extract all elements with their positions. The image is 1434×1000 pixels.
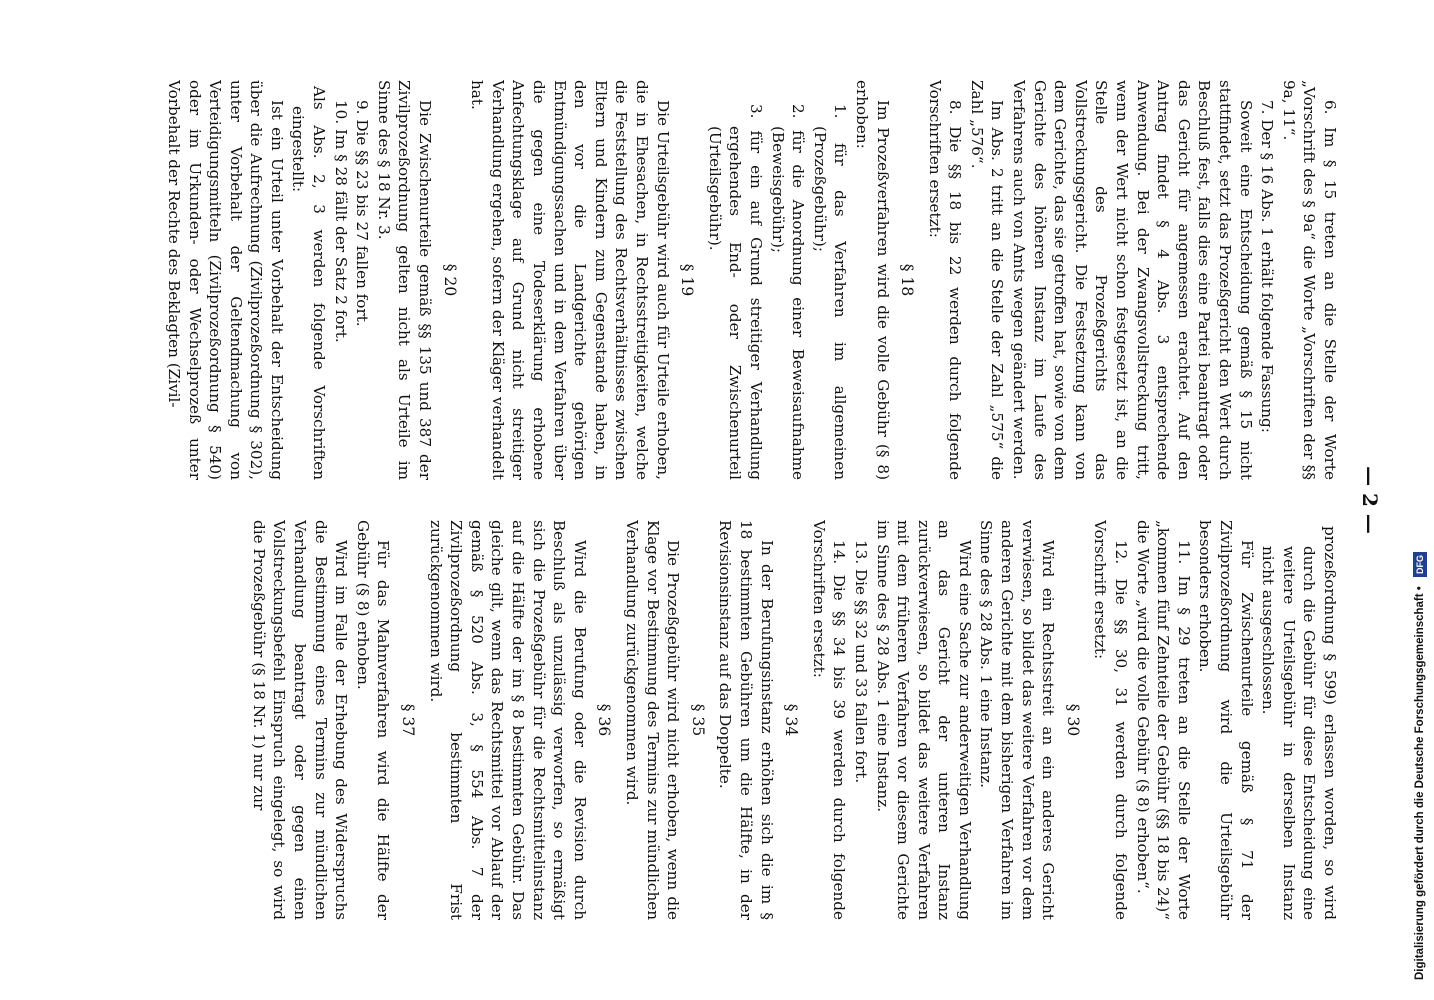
text-paragraph: Im Abs. 2 tritt an die Stelle der Zahl „575“ die Zahl „576“.	[967, 80, 1007, 480]
text-paragraph: 3. für ein auf Grund streitiger Verhandlung ergehendes End- oder Zwischenurteil (Urteilsgebühr).	[705, 104, 765, 480]
text-paragraph: Für das Mahnverfahren wird die Hälfte der Gebühr (§ 8) erhoben.	[353, 520, 393, 920]
text-paragraph: Wird ein Rechtsstreit an ein anderes Gericht verwiesen, so bildet das weitere Verfahren vor dem anderen Gerichte mit dem bisherigen Verfahren im Sinne des § 28 Abs. 1 eine Instanz.	[977, 520, 1058, 920]
text-paragraph: Die Prozeßgebühr wird nicht erhoben, wenn die Klage vor Bestimmung des Termins zur mündlichen Verhandlung zurückgenommen wird.	[623, 520, 683, 920]
section-heading: § 18	[898, 263, 917, 297]
section-heading: § 20	[440, 263, 459, 297]
section-heading: § 35	[688, 703, 707, 737]
text-paragraph: In der Berufungsinstanz erhöhen sich die im § 18 bestimmten Gebühren um die Hälfte, in der Revisionsinstanz auf das Doppelte.	[716, 520, 776, 920]
text-paragraph: Wird eine Sache zur anderweitigen Verhandlung an das Gericht der unteren Instanz zurückverwiesen, so bildet das weitere Verfahren mit dem früheren Verfahren vor diesem Gerichte im Sinne des § 28 Abs. 1 eine Instanz.	[873, 520, 974, 920]
digitization-attribution	[1400, 10, 1434, 990]
text-paragraph: 6. Im § 15 treten an die Stelle der Worte „Vorschrift des § 9a“ die Worte „Vorschriften der §§ 9a, 11“.	[1279, 80, 1339, 480]
section-heading: § 19	[678, 263, 697, 297]
text-paragraph: Die Zwischenurteile gemäß §§ 135 und 387 der Zivilprozeßordnung gelten nicht als Urteile im Sinne des § 18 Nr. 3.	[374, 80, 435, 480]
document-page	[90, 65, 1390, 935]
text-paragraph: Soweit eine Entscheidung gemäß § 15 nicht stattfindet, setzt das Prozeßgericht den Wert durch Beschluß fest, falls dies eine Partei beantragt oder das Gericht für angemessen erachtet. Auf den Antrag findet § 4 Abs. 3 entsprechende Anwendung. Bei der Zwangsvollstreckung tritt, wenn der Wert nicht schon festgesetzt ist, an die Stelle des Prozeßgerichts das Vollstreckungsgericht. Die Festsetzung kann von dem Gerichte, das sie getroffen hat, sowie von dem Gerichte des höheren Instanz im Laufe des Verfahrens auch von Amts wegen geändert werden.	[1010, 80, 1255, 480]
text-paragraph: 11. Im § 29 treten an die Stelle der Worte „kommen fünf Zehnteile der Gebühr (§§ 18 bis 24)“ die Worte „wird die volle Gebühr (§ 8) erhoben“.	[1133, 520, 1193, 920]
text-paragraph: Als Abs. 2, 3 werden folgende Vorschriften eingestellt:	[289, 86, 329, 480]
text-paragraph: Für Zwischenurteile gemäß § 71 der Zivilprozeßordnung wird die Urteilsgebühr besonders erhoben.	[1196, 520, 1256, 920]
text-paragraph: Wird die Berufung oder die Revision durch Beschluß als unzulässig verworfen, so ermäßigt sich die Prozeßgebühr für die Rechtsmittelinstanz auf die Hälfte der im § 8 bestimmten Gebühr. Das gleiche gilt, wenn das Rechtsmittel vor Ablauf der gemäß § 520 Abs. 3, § 554 Abs. 7 der Zivilprozeßordnung bestimmten Frist zurückgenommen wird.	[426, 520, 589, 920]
text-paragraph: 12. Die §§ 30, 31 werden durch folgende Vorschrift ersetzt:	[1091, 520, 1131, 920]
right-text-column	[100, 520, 1340, 920]
text-paragraph: 13. Die §§ 32 und 33 fallen fort.	[851, 540, 870, 784]
text-paragraph: prozeßordnung § 599) erlassen worden, so wird durch die Gebühr für diese Entscheidung eine weitere Urteilsgebühr in derselben Instanz nicht ausgeschlossen.	[1259, 526, 1339, 920]
text-paragraph: 14. Die §§ 34 bis 39 werden durch folgende Vorschriften ersetzt:	[809, 520, 849, 920]
text-paragraph: 10. Im § 28 fällt der Satz 2 fort.	[331, 100, 350, 343]
text-paragraph: Wird im Falle der Erhebung des Widerspruchs die Bestimmung eines Termins zur mündlichen Verhandlung beantragt oder gegen einen Vollstreckungsbefehl Einspruch eingelegt, so wird die Prozeßgebühr (§ 18 Nr. 1) nur zur	[249, 520, 351, 920]
section-heading: § 36	[595, 703, 614, 737]
page-number-header: — 2 —	[1358, 466, 1382, 534]
left-text-column	[100, 80, 1340, 480]
section-heading: § 37	[399, 703, 418, 737]
text-paragraph: 2. für die Anordnung einer Beweisaufnahme (Beweisgebühr);	[768, 104, 808, 480]
text-paragraph: Die Urteilsgebühr wird auch für Urteile erhoben, die in Ehesachen, in Rechtsstreitigkeiten, welche die Feststellung des Rechtsverhältnisses zwischen Eltern und Kindern zum Gegenstande haben, in den vor die Landgerichte gehörigen Entmündigungssachen und in dem Verfahren über die gegen eine Todeserklärung erhobene Anfechtungsklage auf Grund nicht streitiger Verhandlung ergehen, sofern der Kläger verhandelt hat.	[468, 80, 672, 480]
attribution-text: Digitalisierung gefördert durch die Deutsche Forschungsgemeinschaft •	[1414, 586, 1426, 980]
text-paragraph: 7. Der § 16 Abs. 1 erhält folgende Fassung:	[1258, 100, 1277, 433]
text-paragraph: 8. Die §§ 18 bis 22 werden durch folgende Vorschriften ersetzt:	[925, 80, 965, 480]
text-paragraph: Im Prozeßverfahren wird die volle Gebühr (§ 8) erhoben:	[852, 80, 892, 480]
text-paragraph: Ist ein Urteil unter Vorbehalt der Entscheidung über die Aufrechnung (Zivilprozeßordnung § 302), unter Vorbehalt der Geltendmachung von Verteidigungsmitteln (Zivilprozeßordnung § 540) oder im Urkunden- oder Wechselprozeß unter Vorbehalt der Rechte des Beklagten (Zivil-	[164, 80, 286, 480]
section-heading: § 34	[782, 703, 801, 737]
text-paragraph: 9. Die §§ 23 bis 27 fallen fort.	[353, 100, 372, 327]
dfg-logo: DFG	[1413, 552, 1427, 577]
section-heading: § 30	[1063, 703, 1082, 737]
text-paragraph: 1. für das Verfahren im allgemeinen (Prozeßgebühr);	[810, 104, 850, 480]
